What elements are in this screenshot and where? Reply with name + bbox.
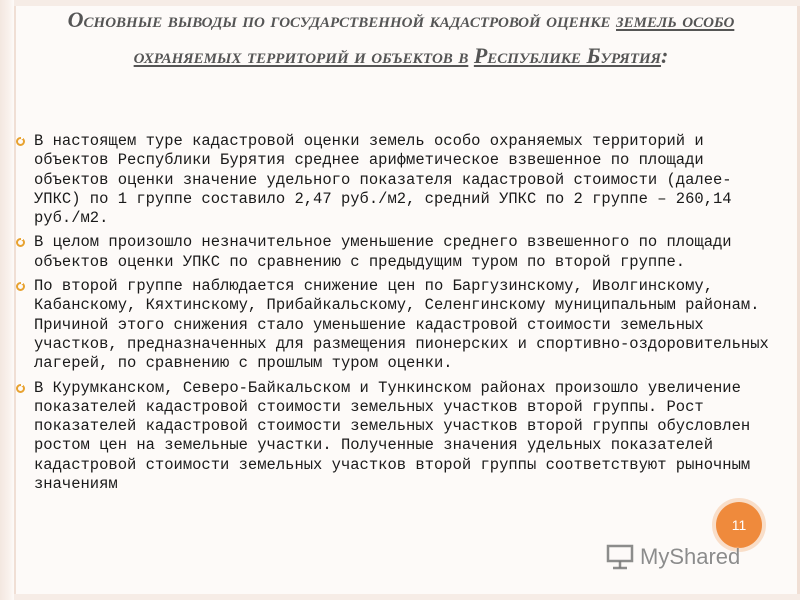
bullet-item	[16, 277, 776, 373]
title-text-4: :	[661, 43, 669, 68]
bullet-text: В Курумканском, Северо-Байкальском и Тункинском районах произошло увеличение показателей кадастровой стоимости земельных участков второй группы. Рост показателей кадастровой стоимости земельных участков второй группы обусловлен ростом цен на земельные участки. Полученные значения удельных показателей кадастровой стоимости земельных участков второй группы соответствуют рыночным значениям	[34, 378, 751, 494]
bullet-icon	[16, 137, 25, 146]
bullet-icon	[16, 384, 25, 393]
slide-frame-left	[0, 0, 14, 600]
bullet-text: В настоящем туре кадастровой оценки земель особо охраняемых территорий и объектов Республики Бурятия среднее арифметическое взвешенное по площади объектов оценки значение удельного показателя кадастровой стоимости (далее-УПКС) по 1 группе составило 2,47 руб./м2, средний УПКС по 2 группе – 260,14 руб./м2.	[34, 132, 732, 228]
bullet-item	[16, 233, 776, 272]
slide-content	[16, 132, 776, 499]
title-text-1: Основные выводы по государственной кадастровой оценке	[67, 7, 611, 32]
slide-frame-bottom	[14, 594, 800, 600]
bullet-icon	[16, 282, 25, 291]
slide-title	[18, 2, 784, 74]
presentation-board-icon	[606, 544, 634, 570]
title-text-3: Республике Бурятия	[473, 43, 662, 68]
page-number-badge: 11	[716, 502, 762, 548]
bullet-icon	[16, 238, 25, 247]
title-text-2: земель особо охраняемых территорий и объектов в	[133, 7, 735, 68]
bullet-text: В целом произошло незначительное уменьшение среднего взвешенного по площади объектов оценки УПКС по сравнению с предыдущим туром по второй группе.	[34, 233, 732, 271]
watermark	[606, 542, 740, 572]
bullet-text: По второй группе наблюдается снижение цен по Баргузинскому, Иволгинскому, Кабанскому, Кяхтинскому, Прибайкальскому, Селенгинскому муниципальным районам. Причиной этого снижения стало уменьшение кадастровой стоимости земельных участков, предназначенных для размещения пионерских и спортивно-оздоровительных лагерей, по сравнению с прошлым туром оценки.	[34, 277, 769, 373]
bullet-item	[16, 132, 776, 228]
bullet-item	[16, 379, 776, 495]
watermark-text: MyShared	[640, 544, 741, 569]
